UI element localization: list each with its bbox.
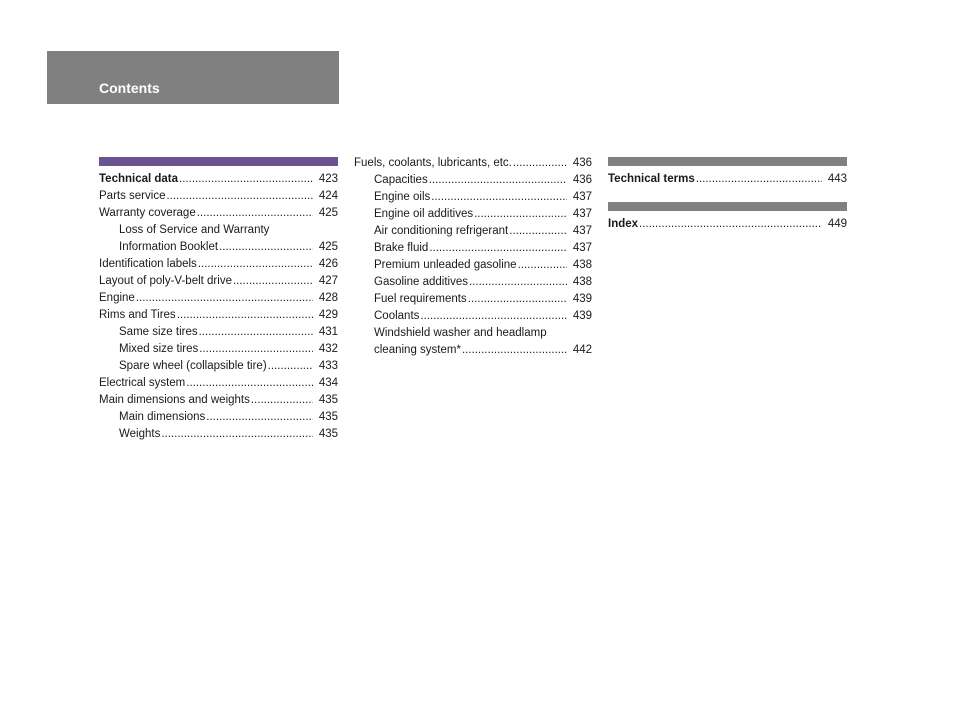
dot-leader xyxy=(251,392,313,409)
toc-entry[interactable] xyxy=(99,290,338,307)
dot-leader xyxy=(474,206,567,223)
toc-entry-label: Technical data xyxy=(99,173,179,185)
dot-leader xyxy=(136,290,313,307)
toc-entry-label: Air conditioning refrigerant xyxy=(374,225,509,237)
toc-entry-page: 449 xyxy=(827,218,847,230)
toc-entry-label: Layout of poly-V-belt drive xyxy=(99,275,232,287)
dot-leader xyxy=(518,257,567,274)
toc-entry-label: Warranty coverage xyxy=(99,207,196,219)
dot-leader xyxy=(639,216,822,233)
toc-entry-label: Parts service xyxy=(99,190,166,202)
dot-leader xyxy=(429,172,567,189)
toc-entry-label: Gasoline additives xyxy=(374,276,468,288)
dot-leader xyxy=(509,223,567,240)
dot-leader xyxy=(462,342,567,359)
toc-entry[interactable] xyxy=(99,392,338,409)
toc-entry-label: Spare wheel (collapsible tire) xyxy=(119,360,267,372)
toc-entry-page: 443 xyxy=(827,173,847,185)
toc-entry[interactable] xyxy=(99,273,338,290)
toc-entry-label: Premium unleaded gasoline xyxy=(374,259,517,271)
toc-entry-page: 432 xyxy=(318,343,338,355)
toc-entry-page: 435 xyxy=(318,411,338,423)
dot-leader xyxy=(219,239,313,256)
toc-entry[interactable] xyxy=(354,342,592,359)
toc-entry[interactable] xyxy=(354,189,592,206)
toc-entry-page: 426 xyxy=(318,258,338,270)
dot-leader xyxy=(177,307,313,324)
dot-leader xyxy=(233,273,313,290)
toc-list xyxy=(354,155,592,359)
toc-entry[interactable] xyxy=(99,171,338,188)
toc-list xyxy=(99,171,338,443)
toc-entry[interactable] xyxy=(99,256,338,273)
page-title: Contents xyxy=(99,80,160,96)
toc-entry-label: Loss of Service and Warranty xyxy=(119,224,270,236)
dot-leader xyxy=(206,409,313,426)
toc-entry-label: Engine xyxy=(99,292,135,304)
dot-leader xyxy=(429,240,566,257)
toc-entry[interactable] xyxy=(99,307,338,324)
toc-column-2 xyxy=(354,155,592,359)
toc-entry-label: Mixed size tires xyxy=(119,343,199,355)
toc-entry[interactable] xyxy=(354,308,592,325)
toc-entry-page: 427 xyxy=(318,275,338,287)
toc-entry-page: 429 xyxy=(318,309,338,321)
toc-entry[interactable] xyxy=(99,358,338,375)
toc-entry-label: Information Booklet xyxy=(119,241,219,253)
toc-entry[interactable] xyxy=(354,291,592,308)
dot-leader xyxy=(199,324,313,341)
dot-leader xyxy=(186,375,313,392)
toc-entry-page: 437 xyxy=(572,191,592,203)
dot-leader xyxy=(199,341,313,358)
toc-entry-page: 425 xyxy=(318,207,338,219)
toc-entry-label: Coolants xyxy=(374,310,420,322)
toc-entry[interactable] xyxy=(354,206,592,223)
toc-entry-page: 434 xyxy=(318,377,338,389)
toc-entry-label: Brake fluid xyxy=(374,242,429,254)
toc-entry-page: 439 xyxy=(572,310,592,322)
toc-entry-page: 431 xyxy=(318,326,338,338)
toc-entry-page: 436 xyxy=(572,174,592,186)
toc-entry[interactable] xyxy=(99,375,338,392)
toc-entry-page: 435 xyxy=(318,394,338,406)
dot-leader xyxy=(166,188,312,205)
toc-entry[interactable] xyxy=(99,239,338,256)
toc-entry-label: Identification labels xyxy=(99,258,197,270)
toc-entry[interactable] xyxy=(99,341,338,358)
toc-entry[interactable] xyxy=(99,205,338,222)
toc-entry[interactable] xyxy=(354,155,592,172)
toc-entry-page: 442 xyxy=(572,344,592,356)
toc-entry-page: 424 xyxy=(318,190,338,202)
toc-entry-page: 438 xyxy=(572,276,592,288)
toc-entry[interactable] xyxy=(99,409,338,426)
toc-entry-label: Capacities xyxy=(374,174,428,186)
toc-entry-label: Main dimensions xyxy=(119,411,206,423)
dot-leader xyxy=(431,189,567,206)
toc-entry[interactable] xyxy=(99,222,338,239)
toc-entry-label: Rims and Tires xyxy=(99,309,176,321)
toc-entry[interactable] xyxy=(99,324,338,341)
dot-leader xyxy=(161,426,312,443)
toc-entry-technical-terms[interactable] xyxy=(608,171,847,188)
toc-column-1 xyxy=(99,157,338,443)
dot-leader xyxy=(197,205,313,222)
toc-entry-label: Index xyxy=(608,218,639,230)
toc-entry-index[interactable] xyxy=(608,216,847,233)
section-bar xyxy=(608,202,847,211)
toc-entry[interactable] xyxy=(354,325,592,342)
toc-entry-page: 436 xyxy=(572,157,592,169)
toc-entry-page: 423 xyxy=(318,173,338,185)
toc-entry[interactable] xyxy=(354,257,592,274)
toc-entry-label: Electrical system xyxy=(99,377,186,389)
toc-entry[interactable] xyxy=(354,240,592,257)
dot-leader xyxy=(468,291,567,308)
toc-entry-label: Same size tires xyxy=(119,326,198,338)
toc-entry[interactable] xyxy=(99,426,338,443)
toc-entry-label: Engine oil additives xyxy=(374,208,474,220)
toc-entry[interactable] xyxy=(99,188,338,205)
section-bar xyxy=(608,157,847,166)
toc-column-3 xyxy=(608,157,847,233)
dot-leader xyxy=(268,358,313,375)
toc-entry-label: Windshield washer and headlamp xyxy=(374,327,547,339)
section-bar xyxy=(99,157,338,166)
toc-entry-page: 438 xyxy=(572,259,592,271)
toc-entry-page: 435 xyxy=(318,428,338,440)
dot-leader xyxy=(179,171,313,188)
toc-entry-label: Main dimensions and weights xyxy=(99,394,250,406)
toc-entry-label: Fuel requirements xyxy=(374,293,467,305)
toc-entry-label: Engine oils xyxy=(374,191,431,203)
header-band xyxy=(47,51,339,104)
toc-entry-page: 437 xyxy=(572,242,592,254)
toc-entry-page: 439 xyxy=(572,293,592,305)
toc-entry-label: Technical terms xyxy=(608,173,695,185)
dot-leader xyxy=(513,155,567,172)
toc-entry-label: Fuels, coolants, lubricants, etc. xyxy=(354,157,512,169)
toc-entry-page: 437 xyxy=(572,208,592,220)
toc-entry[interactable] xyxy=(354,274,592,291)
toc-entry[interactable] xyxy=(354,172,592,189)
toc-entry-page: 425 xyxy=(318,241,338,253)
toc-entry-label: cleaning system* xyxy=(374,344,461,356)
dot-leader xyxy=(198,256,313,273)
dot-leader xyxy=(696,171,822,188)
dot-leader xyxy=(420,308,566,325)
toc-entry[interactable] xyxy=(354,223,592,240)
toc-entry-page: 428 xyxy=(318,292,338,304)
toc-entry-page: 437 xyxy=(572,225,592,237)
dot-leader xyxy=(469,274,567,291)
toc-entry-label: Weights xyxy=(119,428,161,440)
toc-entry-page: 433 xyxy=(318,360,338,372)
